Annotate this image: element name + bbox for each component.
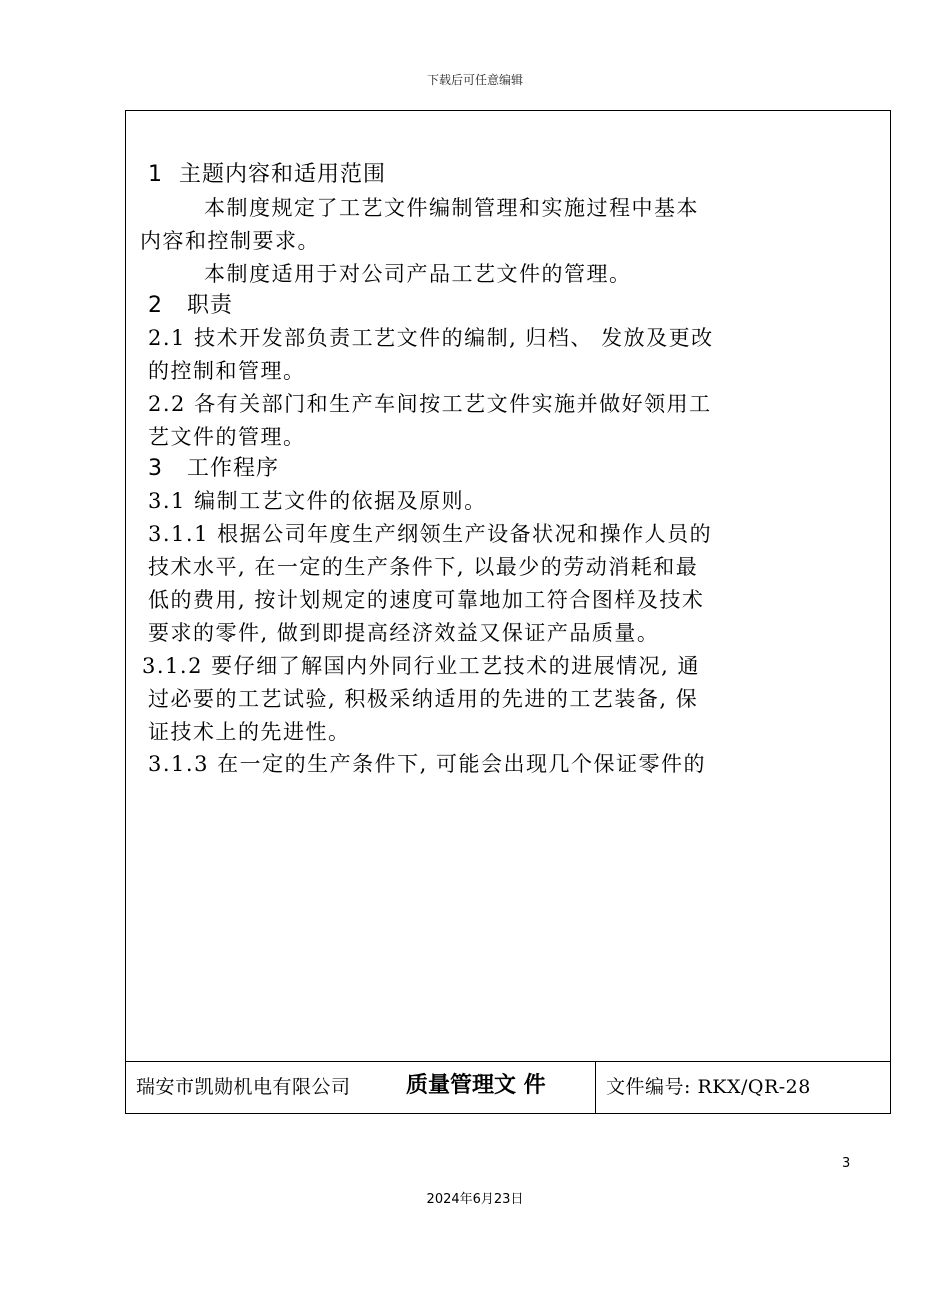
paragraph-line: 本制度规定了工艺文件编制管理和实施过程中基本 (204, 196, 699, 220)
paragraph-line: 2.2 各有关部门和生产车间按工艺文件实施并做好领用工 (148, 392, 712, 416)
document-body (126, 111, 890, 1059)
paragraph-line: 3.1.3 在一定的生产条件下, 可能会出现几个保证零件的 (148, 752, 706, 776)
paragraph-line: 过必要的工艺试验, 积极采纳适用的先进的工艺装备, 保 (148, 687, 699, 711)
section-heading-1: 1 主题内容和适用范围 (148, 162, 386, 187)
company-name: 瑞安市凯勋机电有限公司 (136, 1076, 351, 1098)
header-note: 下载后可任意编辑 (426, 73, 523, 87)
paragraph-line: 3.1.2 要仔细了解国内外同行业工艺技术的进展情况, 通 (142, 654, 700, 678)
document-frame (125, 110, 891, 1114)
paragraph-line: 艺文件的管理。 (148, 425, 306, 449)
paragraph-line: 的控制和管理。 (148, 359, 306, 383)
document-number: 文件编号: RKX/QR-28 (606, 1076, 811, 1098)
paragraph-line: 证技术上的先进性。 (148, 720, 351, 744)
footer-left-cell (126, 1062, 596, 1113)
paragraph-line: 要求的零件, 做到即提高经济效益又保证产品质量。 (148, 621, 660, 645)
paragraph-line: 本制度适用于对公司产品工艺文件的管理。 (204, 262, 632, 286)
document-footer (126, 1061, 890, 1113)
paragraph-line: 3.1 编制工艺文件的依据及原则。 (148, 489, 487, 513)
document-type: 质量管理文 件 (406, 1073, 546, 1098)
section-heading-2: 2 职责 (148, 293, 233, 318)
section-heading-3: 3 工作程序 (148, 456, 279, 481)
page-number: 3 (842, 1156, 851, 1171)
paragraph-line: 内容和控制要求。 (140, 229, 320, 253)
page-date: 2024年6月23日 (426, 1192, 524, 1207)
paragraph-line: 低的费用, 按计划规定的速度可靠地加工符合图样及技术 (148, 588, 705, 612)
paragraph-line: 2.1 技术开发部负责工艺文件的编制, 归档、 发放及更改 (148, 326, 714, 350)
paragraph-line: 技术水平, 在一定的生产条件下, 以最少的劳动消耗和最 (148, 555, 699, 579)
paragraph-line: 3.1.1 根据公司年度生产纲领生产设备状况和操作人员的 (148, 522, 713, 546)
